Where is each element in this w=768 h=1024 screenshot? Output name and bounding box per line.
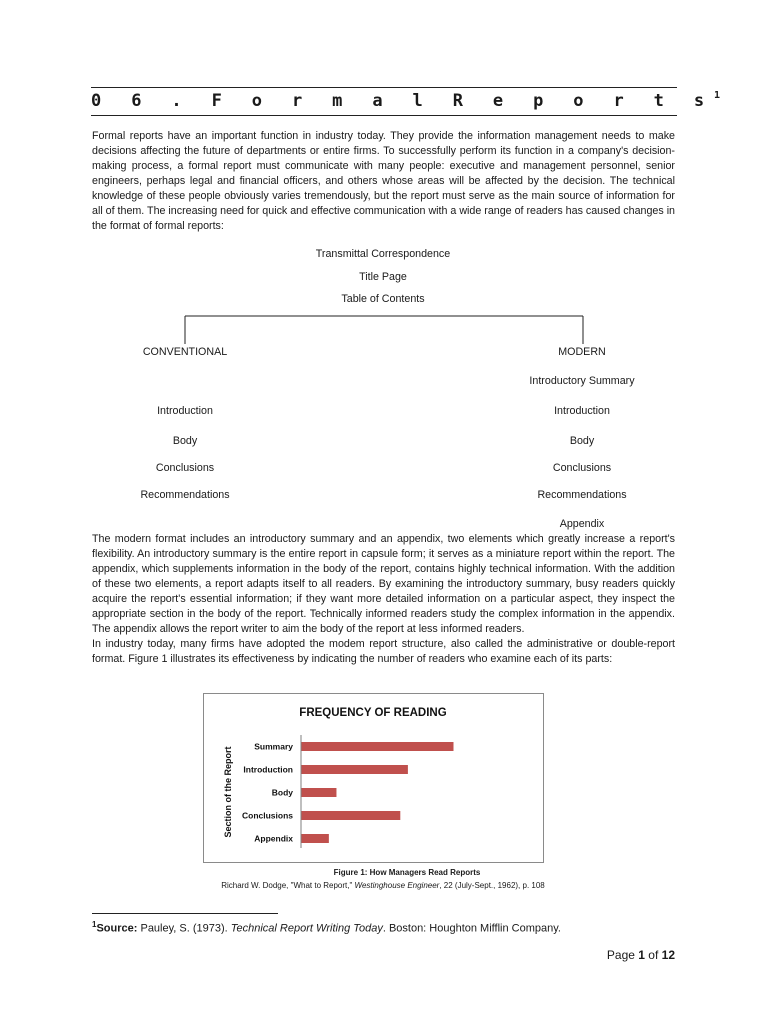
footnote-number: 1 — [92, 920, 97, 929]
modern-item: Appendix — [559, 518, 605, 530]
conventional-item: Introduction — [157, 405, 213, 417]
chart-bar — [302, 788, 337, 797]
modern-item: Introductory Summary — [529, 375, 635, 387]
footnote-prefix: Pauley, S. (1973). — [137, 922, 231, 935]
diagram-top-item: Title Page — [359, 271, 407, 283]
chart-bar — [302, 811, 401, 820]
page-total: 12 — [661, 948, 675, 962]
figure-source-journal: Westinghouse Engineer — [354, 881, 440, 890]
intro-paragraph-text: Formal reports have an important function in industry today. They provide the information management needs to make decisions affecting the future of departments or entire firms. To successfully perform its function in a company's decision-making process, a formal report must communicate with many people: executive and management personnel, senior engineers, perhaps legal and financial officers, and others whose areas will be affected by the decision. The technical knowledge of these people obviously varies tremendously, but the report must serve as the main source of information for all of them. The increasing need for quick and effective communication with a wide range of readers has caused changes in the format of formal reports: — [92, 130, 676, 232]
modern-item: Body — [569, 435, 595, 447]
diagram-top-item: Transmittal Correspondence — [315, 248, 451, 260]
footnote — [92, 920, 561, 935]
conventional-heading: CONVENTIONAL — [142, 346, 228, 358]
modern-item: Recommendations — [537, 489, 627, 501]
page-current: 1 — [638, 948, 645, 962]
modern-item: Conclusions — [552, 462, 612, 474]
footnote-separator — [92, 913, 278, 914]
figure-caption: Figure 1: How Managers Read Reports — [333, 868, 481, 877]
chart-bar — [302, 765, 408, 774]
footnote-label: Source: — [96, 922, 138, 935]
frequency-chart-svg — [204, 694, 543, 862]
chart-bar — [302, 834, 329, 843]
frequency-chart — [203, 693, 544, 863]
page-middle: of — [644, 948, 662, 962]
title-footnote-ref[interactable]: 1 — [713, 90, 720, 101]
chart-category-label: Appendix — [254, 833, 293, 844]
chart-bars — [242, 742, 454, 844]
conventional-item: Body — [172, 435, 198, 447]
body-paragraph-1: The modern format includes an introductory summary and an appendix, two elements which greatly increase a report's flexibility. An introductory summary is the entire report in capsule form; it serves as a miniature report within the report. The appendix, which supplements information in the body of the report, contains highly technical information. With the addition of these two elements, a report adapts itself to all readers. By examining the introductory summary, busy readers quickly acquire the report's essential information; if they want more detailed information on a particular aspect, they inspect the appropriate section in the body of the report. Technically informed readers study the complex information in the appendix. The appendix allows the report writer to aim the body of the report at less informed readers. — [92, 533, 675, 635]
footnote-suffix: . Boston: Houghton Mifflin Company. — [382, 922, 561, 935]
chart-category-label: Introduction — [243, 764, 293, 775]
chart-category-label: Body — [271, 787, 293, 798]
page-title-text: 0 6 . F o r m a l R e p o r t s — [91, 91, 714, 111]
body-paragraphs — [92, 532, 675, 667]
conventional-item: Conclusions — [155, 462, 215, 474]
diagram-top-item: Table of Contents — [341, 293, 425, 305]
footnote-book: Technical Report Writing Today — [230, 922, 383, 935]
modern-item: Introduction — [554, 405, 610, 417]
page-prefix: Page — [606, 948, 639, 962]
chart-y-axis-label: Section of the Report — [223, 746, 233, 838]
conventional-item: Recommendations — [140, 489, 230, 501]
page-number — [607, 948, 675, 962]
chart-category-label: Conclusions — [241, 810, 293, 821]
body-paragraph-2: In industry today, many firms have adopted the modem report structure, also called the administrative or double-report format. Figure 1 illustrates its effectiveness by indicating the number of readers who examine each of its parts: — [92, 638, 675, 665]
diagram-branch-lines — [0, 0, 768, 360]
figure-source — [221, 881, 545, 890]
chart-category-label: Summary — [254, 741, 293, 752]
modern-heading: MODERN — [558, 346, 606, 358]
chart-bar — [302, 742, 454, 751]
chart-title: FREQUENCY OF READING — [299, 707, 447, 719]
figure-source-suffix: , 22 (July-Sept., 1962), p. 108 — [439, 881, 545, 890]
figure-source-prefix: Richard W. Dodge, "What to Report," — [221, 881, 355, 890]
